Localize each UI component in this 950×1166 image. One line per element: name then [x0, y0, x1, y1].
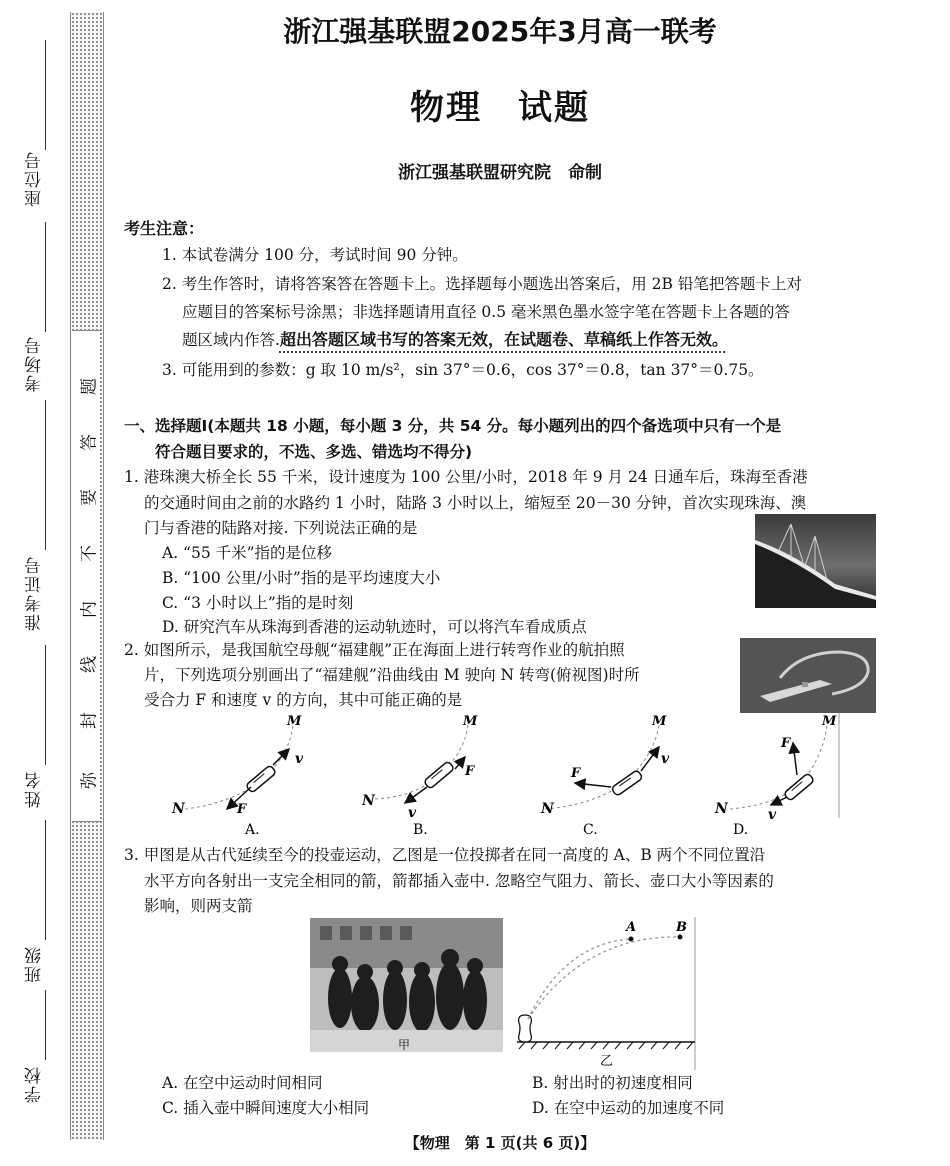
label-f: F: [237, 802, 247, 817]
touhu-photo: [310, 918, 503, 1052]
blank-line: [45, 222, 46, 332]
seal-char: 封: [79, 712, 100, 729]
blank-line: [45, 400, 46, 550]
page-footer: 【物理 第 1 页(共 6 页)】: [404, 1134, 596, 1152]
notice-item-2-cont: 应题目的答案标号涂黑；非选择题请用直径 0.5 毫米黑色墨水签字笔在答题卡上各题的答: [182, 303, 791, 321]
class-label: 班级: [25, 945, 45, 983]
diagram-b: [361, 714, 478, 838]
q3-option-b: B. 射出时的初速度相同: [532, 1074, 693, 1092]
diagram-d: [714, 714, 837, 838]
label-m: M: [463, 714, 478, 729]
exam-room-label: 考场号: [25, 335, 45, 392]
seal-panel: [72, 330, 100, 822]
projectile-diagram: [505, 915, 700, 1075]
label-n: N: [172, 801, 185, 817]
notice-heading: 考生注意：: [124, 219, 205, 238]
carrier-photo: [740, 638, 876, 713]
school-label: 学校: [25, 1065, 45, 1103]
admission-number-label: 准考证号: [25, 555, 45, 631]
seat-number-label: 座位号: [25, 150, 45, 207]
q3-option-d: D. 在空中运动的加速度不同: [532, 1099, 725, 1117]
seal-char: 要: [79, 489, 100, 506]
q1-stem-line2: 的交通时间由之前的水路约 1 小时，陆路 3 小时以上，缩短至 20－30 分钟，首次实现珠海、澳: [144, 494, 807, 512]
label-n: N: [362, 793, 375, 809]
q1-option-a: A. “55 千米”指的是位移: [162, 544, 333, 562]
bridge-photo: [755, 514, 876, 608]
q3-stem-line3: 影响，则两支箭: [144, 897, 253, 915]
label-v: v: [295, 751, 304, 767]
label-v: v: [408, 805, 417, 821]
blank-line: [45, 990, 46, 1060]
label-f: F: [781, 736, 791, 751]
label-m: M: [652, 714, 667, 729]
label-f: F: [571, 766, 581, 781]
label-a: A: [626, 920, 637, 935]
exam-title: 浙江强基联盟2025年3月高一联考: [283, 15, 717, 48]
seal-char: 弥: [79, 772, 100, 789]
subject-title: 物理 试题: [410, 88, 590, 128]
option-c-label: C.: [583, 822, 598, 838]
q3-option-a: A. 在空中运动时间相同: [162, 1074, 323, 1092]
notice-item-2-end: [182, 327, 902, 353]
notice-item-3: 3. 可能用到的参数：g 取 10 m/s²，sin 37°＝0.6，cos 37°＝0.8，tan 37°＝0.75。: [162, 361, 764, 379]
q3-option-c: C. 插入壶中瞬间速度大小相同: [162, 1099, 370, 1117]
q2-stem-line3: 受合力 F 和速度 v 的方向，其中可能正确的是: [144, 691, 463, 709]
q1-stem-line1: 1. 港珠澳大桥全长 55 千米，设计速度为 100 公里/小时，2018 年 9 月 24 日通车后，珠海至香港: [124, 468, 808, 486]
label-b: B: [676, 920, 687, 935]
blank-line: [45, 820, 46, 940]
notice-item-1: 1. 本试卷满分 100 分，考试时间 90 分钟。: [162, 246, 468, 264]
label-v: v: [661, 751, 670, 767]
seal-char: 不: [79, 545, 100, 562]
seal-char: 答: [79, 434, 100, 451]
q1-option-d: D. 研究汽车从珠海到香港的运动轨迹时，可以将汽车看成质点: [162, 618, 587, 636]
blank-line: [45, 40, 46, 150]
diagram-a: [171, 714, 304, 838]
notice-item-2: 2. 考生作答时，请将答案答在答题卡上。选择题每小题选出答案后，用 2B 铅笔把答题卡上对: [162, 275, 802, 293]
seal-char: 内: [79, 601, 100, 618]
seal-char: 题: [79, 378, 100, 395]
blank-line: [45, 645, 46, 765]
option-a-label: A.: [245, 822, 260, 838]
section-heading-cont: 符合题目要求的，不选、多选、错选均不得分): [155, 443, 473, 461]
q3-stem-line1: 3. 甲图是从古代延续至今的投壶运动，乙图是一位投掷者在同一高度的 A、B 两个不同位置沿: [124, 846, 766, 864]
figure-yi-label: 乙: [600, 1054, 614, 1069]
seal-char: 线: [79, 656, 100, 673]
q1-option-c: C. “3 小时以上”指的是时刻: [162, 594, 354, 612]
notice-emphasis: 超出答题区域书写的答案无效，在试题卷、草稿纸上作答无效。: [279, 330, 728, 349]
label-n: N: [715, 801, 728, 817]
name-label: 姓名: [25, 770, 45, 808]
q2-diagrams: [165, 713, 840, 838]
option-d-label: D.: [733, 822, 749, 838]
q1-option-b: B. “100 公里/小时”指的是平均速度大小: [162, 569, 441, 587]
label-m: M: [287, 714, 302, 729]
label-f: F: [465, 764, 475, 779]
notice-text: 题区域内作答.: [182, 331, 280, 349]
label-m: M: [822, 714, 837, 729]
option-b-label: B.: [413, 822, 428, 838]
publisher: 浙江强基联盟研究院 命制: [398, 163, 602, 183]
q1-stem-line3: 门与香港的陆路对接. 下列说法正确的是: [144, 519, 418, 537]
label-v: v: [768, 807, 777, 823]
q2-stem-line2: 片，下列选项分别画出了“福建舰”沿曲线由 M 驶向 N 转弯(俯视图)时所: [144, 666, 640, 684]
figure-jia-label: 甲: [398, 1038, 411, 1052]
q2-stem-line1: 2. 如图所示，是我国航空母舰“福建舰”正在海面上进行转弯作业的航拍照: [124, 641, 625, 659]
label-n: N: [541, 801, 554, 817]
q3-stem-line2: 水平方向各射出一支完全相同的箭，箭都插入壶中. 忽略空气阻力、箭长、壶口大小等因素的: [144, 872, 774, 890]
diagram-c: [540, 714, 670, 838]
section-heading: 一、选择题Ⅰ(本题共 18 小题，每小题 3 分，共 54 分。每小题列出的四个备选项中只有一个是: [124, 417, 782, 435]
